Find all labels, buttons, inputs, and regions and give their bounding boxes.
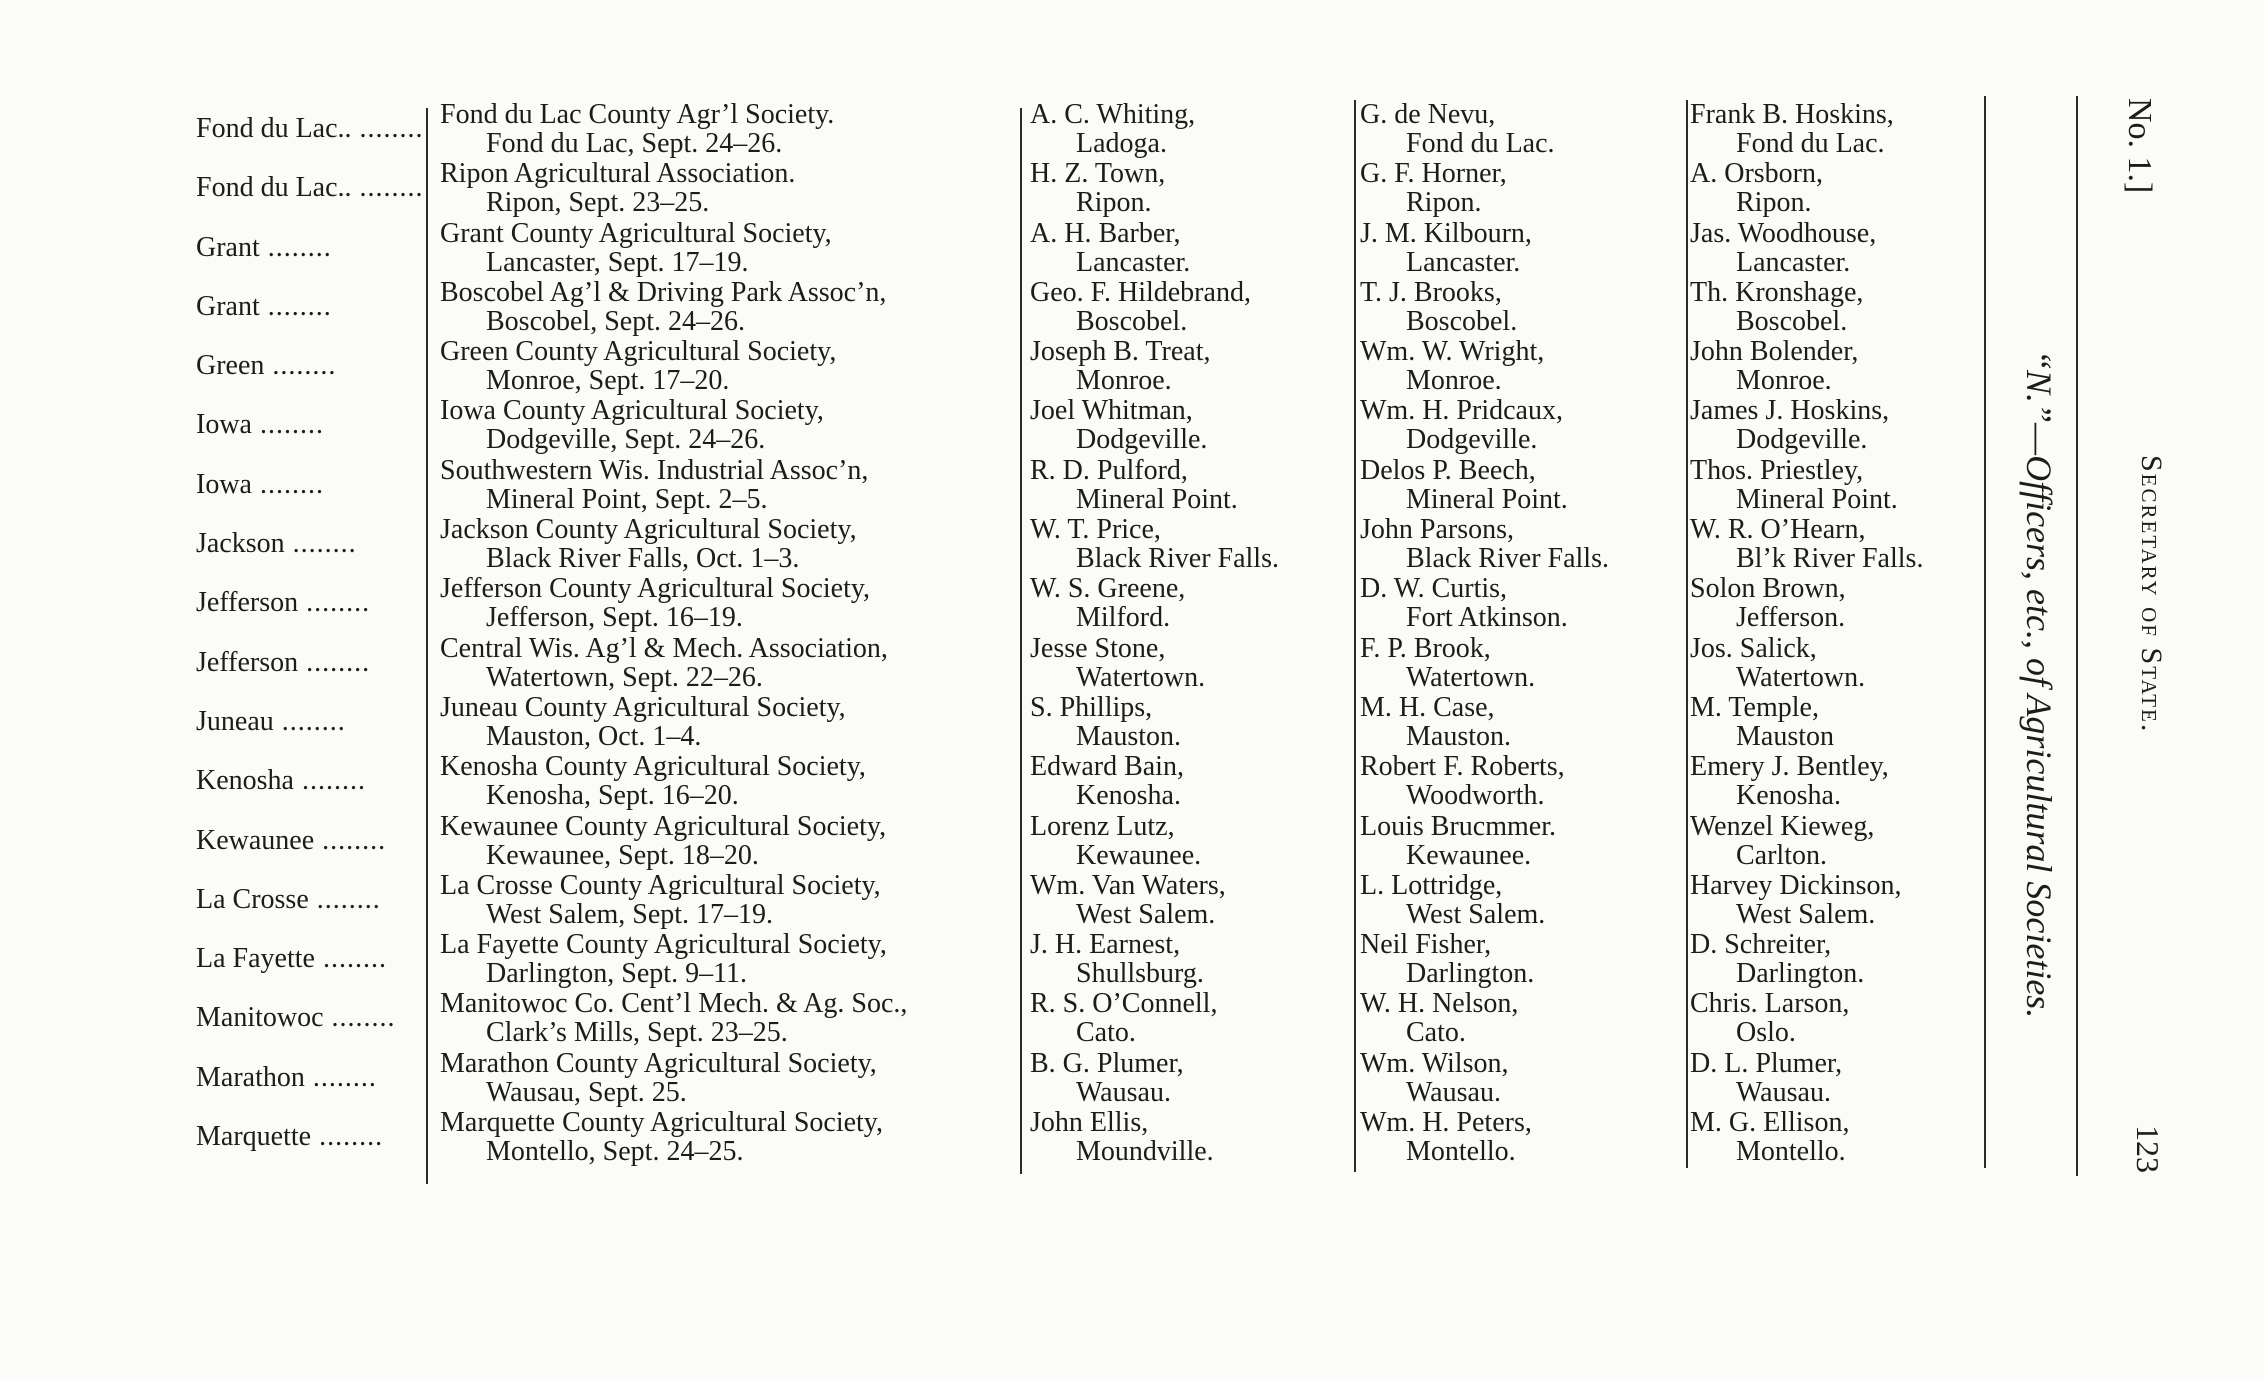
president-town: Moundville. (1076, 1136, 1214, 1168)
secretary-cell (1360, 812, 1556, 870)
leader-dots: ........ (251, 468, 324, 500)
society-cell (440, 634, 888, 692)
president-name: R. S. O’Connell, (1030, 988, 1218, 1020)
secretary-town: West Salem. (1406, 898, 1546, 930)
secretary-cell (1360, 930, 1534, 988)
society-place-date: Boscobel, Sept. 24–26. (486, 305, 745, 337)
table-row (190, 752, 1990, 811)
leader-dots: ........ (284, 528, 357, 560)
president-town: Black River Falls. (1076, 543, 1279, 575)
society-cell (440, 693, 846, 751)
president-town: Wausau. (1076, 1076, 1171, 1108)
treasurer-cell (1690, 100, 1894, 158)
president-name: Edward Bain, (1030, 751, 1184, 783)
secretary-name: L. Lottridge, (1360, 869, 1503, 901)
county-name: Fond du Lac.. (196, 172, 352, 204)
society-name: Marathon County Agricultural Society, (440, 1047, 877, 1079)
leader-dots: ........ (259, 290, 332, 322)
society-place-date: Darlington, Sept. 9–11. (486, 958, 748, 990)
county-name: Kewaunee (196, 824, 315, 856)
treasurer-name: Th. Kronshage, (1690, 276, 1864, 308)
society-name: Central Wis. Ag’l & Mech. Association, (440, 632, 888, 664)
treasurer-name: M. Temple, (1690, 691, 1819, 723)
treasurer-name: A. Orsborn, (1690, 158, 1823, 190)
secretary-name: F. P. Brook, (1360, 632, 1491, 664)
president-name: Lorenz Lutz, (1030, 810, 1175, 842)
county-name: Marquette (196, 1121, 312, 1153)
table-title: “N.”—Officers, etc., of Agricultural Societies. (2019, 350, 2059, 1019)
treasurer-name: Wenzel Kieweg, (1690, 810, 1875, 842)
county-name: Iowa (196, 409, 252, 441)
president-cell (1030, 337, 1210, 395)
society-name: Marquette County Agricultural Society, (440, 1107, 883, 1139)
president-name: Wm. Van Waters, (1030, 869, 1226, 901)
secretary-town: Wausau. (1406, 1076, 1501, 1108)
secretary-town: Montello. (1406, 1136, 1516, 1168)
treasurer-town: Darlington. (1736, 958, 1865, 990)
treasurer-cell (1690, 337, 1858, 395)
secretary-town: Woodworth. (1406, 780, 1545, 812)
society-name: Kenosha County Agricultural Society, (440, 751, 866, 783)
president-town: Kenosha. (1076, 780, 1181, 812)
leader-dots: ........ (323, 1002, 396, 1034)
treasurer-cell (1690, 752, 1889, 810)
table-row (190, 219, 1990, 278)
treasurer-cell (1690, 515, 1923, 573)
table-row (190, 1108, 1990, 1167)
president-town: Ladoga. (1076, 128, 1167, 159)
president-cell (1030, 456, 1238, 514)
leader-dots: ........ (251, 409, 324, 441)
society-place-date: Jefferson, Sept. 16–19. (486, 602, 743, 634)
president-name: A. H. Barber, (1030, 217, 1181, 249)
leader-dots: ........ (273, 705, 346, 737)
secretary-town: Mineral Point. (1406, 483, 1568, 515)
leader-dots: ........ (314, 824, 387, 856)
secretary-name: Wm. H. Peters, (1360, 1107, 1532, 1139)
document-number: No. 1.] (2121, 98, 2158, 194)
county-name: Grant (196, 231, 260, 263)
society-cell (440, 1108, 883, 1166)
secretary-cell (1360, 871, 1545, 929)
secretary-name: Delos P. Beech, (1360, 454, 1536, 486)
secretary-cell (1360, 1108, 1532, 1166)
treasurer-name: Harvey Dickinson, (1690, 869, 1902, 901)
table-row (190, 100, 1990, 159)
treasurer-town: Lancaster. (1736, 246, 1851, 278)
leader-dots: ........ (298, 587, 371, 619)
society-place-date: Monroe, Sept. 17–20. (486, 365, 730, 397)
header-band-rule (2076, 96, 2078, 1176)
president-name: Jesse Stone, (1030, 632, 1166, 664)
secretary-name: Neil Fisher, (1360, 929, 1492, 961)
treasurer-name: Thos. Priestley, (1690, 454, 1864, 486)
treasurer-town: Fond du Lac. (1736, 128, 1885, 159)
treasurer-name: D. L. Plumer, (1690, 1047, 1843, 1079)
treasurer-name: D. Schreiter, (1690, 929, 1832, 961)
society-cell (440, 456, 868, 514)
society-name: Green County Agricultural Society, (440, 336, 837, 368)
secretary-town: Darlington. (1406, 958, 1535, 990)
county-cell (196, 707, 416, 736)
secretary-town: Dodgeville. (1406, 424, 1538, 456)
secretary-cell (1360, 752, 1565, 810)
president-town: Watertown. (1076, 661, 1206, 693)
society-cell (440, 1049, 877, 1107)
society-cell (440, 871, 881, 929)
secretary-name: Wm. H. Pridcaux, (1360, 395, 1563, 427)
county-name: La Crosse (196, 883, 309, 915)
treasurer-name: Jas. Woodhouse, (1690, 217, 1877, 249)
secretary-name: John Parsons, (1360, 514, 1515, 546)
society-place-date: West Salem, Sept. 17–19. (486, 898, 774, 930)
society-name: Kewaunee County Agricultural Society, (440, 810, 887, 842)
secretary-town: Black River Falls. (1406, 543, 1609, 575)
president-town: Milford. (1076, 602, 1171, 634)
society-name: Jackson County Agricultural Society, (440, 514, 857, 546)
treasurer-cell (1690, 693, 1834, 751)
society-cell (440, 396, 824, 454)
president-name: B. G. Plumer, (1030, 1047, 1184, 1079)
treasurer-cell (1690, 159, 1823, 217)
secretary-cell (1360, 1049, 1508, 1107)
leader-dots: ........ (351, 172, 424, 204)
society-name: Iowa County Agricultural Society, (440, 395, 824, 427)
county-cell (196, 588, 416, 617)
secretary-cell (1360, 456, 1568, 514)
leader-dots: ........ (351, 113, 424, 144)
treasurer-town: Dodgeville. (1736, 424, 1868, 456)
county-name: La Fayette (196, 943, 315, 975)
secretary-town: Boscobel. (1406, 305, 1518, 337)
president-name: H. Z. Town, (1030, 158, 1166, 190)
secretary-cell (1360, 100, 1555, 158)
county-name: Fond du Lac.. (196, 113, 352, 144)
treasurer-cell (1690, 989, 1849, 1047)
president-town: Shullsburg. (1076, 958, 1204, 990)
secretary-name: D. W. Curtis, (1360, 573, 1508, 605)
secretary-cell (1360, 219, 1532, 277)
society-place-date: Wausau, Sept. 25. (486, 1076, 687, 1108)
society-place-date: Black River Falls, Oct. 1–3. (486, 543, 800, 575)
treasurer-town: Carlton. (1736, 839, 1827, 871)
president-cell (1030, 634, 1205, 692)
secretary-cell (1360, 693, 1511, 751)
leader-dots: ........ (304, 1061, 377, 1093)
society-cell (440, 574, 870, 632)
secretary-town: Ripon. (1406, 187, 1482, 219)
treasurer-cell (1690, 1049, 1842, 1107)
secretary-name: Louis Brucmmer. (1360, 810, 1556, 842)
treasurer-town: Monroe. (1736, 365, 1832, 397)
secretary-cell (1360, 159, 1507, 217)
society-cell (440, 989, 907, 1047)
president-name: W. S. Greene, (1030, 573, 1186, 605)
president-name: R. D. Pulford, (1030, 454, 1188, 486)
president-town: West Salem. (1076, 898, 1216, 930)
treasurer-name: Frank B. Hoskins, (1690, 99, 1894, 130)
secretary-name: G. de Nevu, (1360, 99, 1496, 130)
county-name: Manitowoc (196, 1002, 324, 1034)
secretary-town: Fort Atkinson. (1406, 602, 1568, 634)
society-place-date: Lancaster, Sept. 17–19. (486, 246, 749, 278)
leader-dots: ........ (298, 646, 371, 678)
leader-dots: ........ (311, 1121, 384, 1153)
secretary-town: Fond du Lac. (1406, 128, 1555, 159)
table-row (190, 871, 1990, 930)
society-cell (440, 930, 887, 988)
county-cell (196, 1003, 416, 1032)
society-cell (440, 515, 857, 573)
treasurer-name: Jos. Salick, (1690, 632, 1817, 664)
president-name: Joel Whitman, (1030, 395, 1193, 427)
secretary-cell (1360, 278, 1517, 336)
society-place-date: Mineral Point, Sept. 2–5. (486, 483, 768, 515)
society-name: Fond du Lac County Agr’l Society. (440, 99, 835, 130)
treasurer-cell (1690, 871, 1902, 929)
secretary-name: J. M. Kilbourn, (1360, 217, 1532, 249)
society-cell (440, 337, 836, 395)
county-cell (196, 292, 416, 321)
president-cell (1030, 1049, 1184, 1107)
president-cell (1030, 930, 1204, 988)
county-cell (196, 529, 416, 558)
secretary-cell (1360, 989, 1518, 1047)
treasurer-town: Kenosha. (1736, 780, 1841, 812)
president-cell (1030, 1108, 1214, 1166)
president-cell (1030, 396, 1207, 454)
president-cell (1030, 812, 1201, 870)
treasurer-name: Emery J. Bentley, (1690, 751, 1889, 783)
secretary-town: Monroe. (1406, 365, 1502, 397)
table-row (190, 1049, 1990, 1108)
treasurer-cell (1690, 930, 1864, 988)
society-place-date: Watertown, Sept. 22–26. (486, 661, 763, 693)
treasurer-town: Bl’k River Falls. (1736, 543, 1924, 575)
secretary-name: T. J. Brooks, (1360, 276, 1502, 308)
society-name: Ripon Agricultural Association. (440, 158, 796, 190)
secretary-cell (1360, 515, 1609, 573)
secretary-cell (1360, 574, 1568, 632)
president-name: John Ellis, (1030, 1107, 1149, 1139)
president-name: S. Phillips, (1030, 691, 1153, 723)
table-row (190, 456, 1990, 515)
county-name: Jefferson (196, 587, 299, 619)
treasurer-cell (1690, 456, 1898, 514)
leader-dots: ........ (259, 231, 332, 263)
society-cell (440, 219, 832, 277)
leader-dots: ........ (314, 943, 387, 975)
president-town: Boscobel. (1076, 305, 1188, 337)
president-cell (1030, 871, 1226, 929)
county-cell (196, 470, 416, 499)
treasurer-town: Jefferson. (1736, 602, 1846, 634)
county-cell (196, 944, 416, 973)
president-name: Joseph B. Treat, (1030, 336, 1211, 368)
treasurer-cell (1690, 574, 1846, 632)
county-cell (196, 1122, 416, 1151)
county-name: Kenosha (196, 765, 294, 797)
secretary-name: Wm. W. Wright, (1360, 336, 1545, 368)
county-cell (196, 766, 416, 795)
president-name: Geo. F. Hildebrand, (1030, 276, 1251, 308)
county-cell (196, 351, 416, 380)
society-name: La Fayette County Agricultural Society, (440, 929, 887, 961)
treasurer-town: Mineral Point. (1736, 483, 1898, 515)
president-cell (1030, 278, 1251, 336)
president-cell (1030, 752, 1184, 810)
secretary-town: Watertown. (1406, 661, 1536, 693)
county-name: Green (196, 350, 265, 382)
treasurer-town: Watertown. (1736, 661, 1866, 693)
treasurer-town: Boscobel. (1736, 305, 1848, 337)
county-cell (196, 172, 424, 204)
county-name: Iowa (196, 468, 252, 500)
county-cell (196, 233, 416, 262)
treasurer-town: Ripon. (1736, 187, 1812, 219)
president-name: A. C. Whiting, (1030, 99, 1196, 130)
secretary-town: Lancaster. (1406, 246, 1521, 278)
treasurer-name: M. G. Ellison, (1690, 1107, 1850, 1139)
society-place-date: Clark’s Mills, Sept. 23–25. (486, 1017, 788, 1049)
society-place-date: Montello, Sept. 24–25. (486, 1136, 744, 1168)
secretary-town: Mauston. (1406, 720, 1511, 752)
secretary-town: Cato. (1406, 1017, 1466, 1049)
secretary-cell (1360, 396, 1563, 454)
secretary-town: Kewaunee. (1406, 839, 1532, 871)
society-cell (440, 812, 886, 870)
president-town: Mauston. (1076, 720, 1181, 752)
society-name: Boscobel Ag’l & Driving Park Assoc’n, (440, 276, 887, 308)
society-name: La Crosse County Agricultural Society, (440, 869, 881, 901)
society-place-date: Dodgeville, Sept. 24–26. (486, 424, 766, 456)
secretary-cell (1360, 337, 1544, 395)
treasurer-name: Solon Brown, (1690, 573, 1846, 605)
treasurer-name: W. R. O’Hearn, (1690, 514, 1866, 546)
secretary-name: Robert F. Roberts, (1360, 751, 1565, 783)
society-name: Jefferson County Agricultural Society, (440, 573, 871, 605)
table-row (190, 337, 1990, 396)
secretary-name: W. H. Nelson, (1360, 988, 1519, 1020)
society-cell (440, 100, 834, 158)
secretary-name: G. F. Horner, (1360, 158, 1507, 190)
county-cell (196, 410, 416, 439)
leader-dots: ........ (264, 350, 337, 382)
president-name: J. H. Earnest, (1030, 929, 1181, 961)
society-cell (440, 752, 866, 810)
treasurer-town: West Salem. (1736, 898, 1876, 930)
running-head: Secretary of State. (2135, 455, 2168, 734)
president-cell (1030, 159, 1165, 217)
county-name: Juneau (196, 705, 274, 737)
county-name: Jackson (196, 528, 285, 560)
society-place-date: Fond du Lac, Sept. 24–26. (486, 128, 783, 159)
treasurer-cell (1690, 278, 1863, 336)
president-town: Dodgeville. (1076, 424, 1208, 456)
president-cell (1030, 693, 1181, 751)
society-table (190, 100, 1990, 1167)
society-name: Manitowoc Co. Cent’l Mech. & Ag. Soc., (440, 988, 908, 1020)
county-cell (196, 885, 416, 914)
table-row (190, 159, 1990, 218)
society-name: Juneau County Agricultural Society, (440, 691, 846, 723)
society-name: Southwestern Wis. Industrial Assoc’n, (440, 454, 869, 486)
table-row (190, 396, 1990, 455)
president-town: Mineral Point. (1076, 483, 1238, 515)
president-town: Kewaunee. (1076, 839, 1202, 871)
county-cell (196, 113, 424, 144)
treasurer-cell (1690, 812, 1874, 870)
society-place-date: Kenosha, Sept. 16–20. (486, 780, 739, 812)
table-row (190, 278, 1990, 337)
table-row (190, 515, 1990, 574)
society-name: Grant County Agricultural Society, (440, 217, 832, 249)
treasurer-name: Chris. Larson, (1690, 988, 1850, 1020)
secretary-cell (1360, 634, 1535, 692)
president-town: Cato. (1076, 1017, 1136, 1049)
table-row (190, 634, 1990, 693)
treasurer-name: James J. Hoskins, (1690, 395, 1890, 427)
president-cell (1030, 515, 1279, 573)
page-number: 123 (2130, 1125, 2166, 1173)
president-town: Monroe. (1076, 365, 1172, 397)
society-place-date: Mauston, Oct. 1–4. (486, 720, 702, 752)
leader-dots: ........ (293, 765, 366, 797)
treasurer-town: Wausau. (1736, 1076, 1831, 1108)
treasurer-town: Montello. (1736, 1136, 1846, 1168)
president-name: W. T. Price, (1030, 514, 1161, 546)
president-town: Ripon. (1076, 187, 1152, 219)
president-cell (1030, 100, 1195, 158)
treasurer-cell (1690, 396, 1889, 454)
treasurer-cell (1690, 634, 1865, 692)
president-cell (1030, 574, 1185, 632)
treasurer-town: Oslo. (1736, 1017, 1796, 1049)
secretary-name: Wm. Wilson, (1360, 1047, 1509, 1079)
table-row (190, 930, 1990, 989)
treasurer-cell (1690, 1108, 1849, 1166)
society-cell (440, 278, 886, 336)
county-cell (196, 826, 416, 855)
society-place-date: Kewaunee, Sept. 18–20. (486, 839, 759, 871)
president-town: Lancaster. (1076, 246, 1191, 278)
table-row (190, 693, 1990, 752)
president-cell (1030, 989, 1217, 1047)
secretary-name: M. H. Case, (1360, 691, 1495, 723)
county-cell (196, 648, 416, 677)
society-place-date: Ripon, Sept. 23–25. (486, 187, 710, 219)
leader-dots: ........ (308, 883, 381, 915)
society-cell (440, 159, 795, 217)
county-name: Marathon (196, 1061, 305, 1093)
county-name: Jefferson (196, 646, 299, 678)
treasurer-cell (1690, 219, 1876, 277)
county-name: Grant (196, 290, 260, 322)
table-row (190, 574, 1990, 633)
table-row (190, 989, 1990, 1048)
treasurer-name: John Bolender, (1690, 336, 1859, 368)
treasurer-town: Mauston (1736, 720, 1834, 752)
table-row (190, 812, 1990, 871)
president-cell (1030, 219, 1190, 277)
county-cell (196, 1063, 416, 1092)
